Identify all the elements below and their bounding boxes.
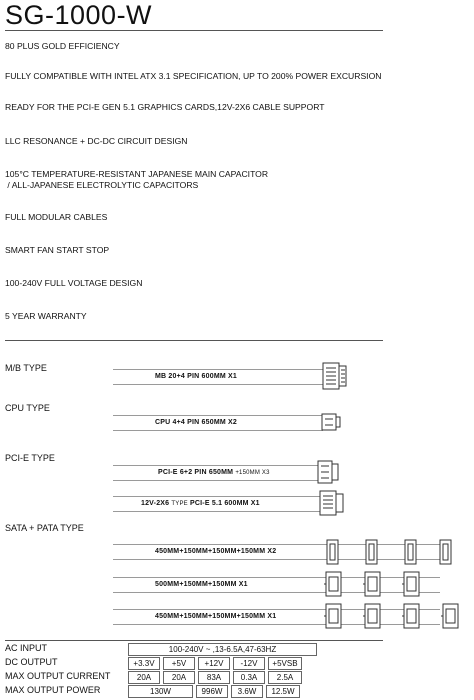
- pcie-cable-2: [113, 496, 320, 512]
- cpu-cable-label: CPU 4+4 PIN 650MM X2: [155, 419, 238, 426]
- 12v-2x6-connector-icon: [319, 490, 345, 516]
- pata-connector-icon: [401, 603, 423, 629]
- feature-item: 100-240V FULL VOLTAGE DESIGN: [5, 278, 143, 288]
- features-divider: [5, 340, 383, 341]
- feature-item: / ALL-JAPANESE ELECTROLYTIC CAPACITORS: [5, 180, 199, 190]
- pcie-cable-2-label: [141, 500, 260, 507]
- sata-cable-3-label: 450MM+150MM+150MM+150MM X1: [155, 613, 277, 620]
- feature-item: 80 PLUS GOLD EFFICIENCY: [5, 41, 120, 51]
- sata-cable-2: [113, 577, 440, 593]
- pata-connector-icon: [362, 603, 384, 629]
- dc-output-cell: +5VSB: [268, 657, 302, 670]
- feature-item: 105°C TEMPERATURE-RESISTANT JAPANESE MAIN CAPACITOR: [5, 169, 269, 179]
- pcie-cable-2-type: TYPE: [171, 501, 188, 507]
- feature-item: FULL MODULAR CABLES: [5, 212, 108, 222]
- sata-cable-3: [113, 609, 440, 625]
- power-cell: 3.6W: [231, 685, 263, 698]
- feature-item: LLC RESONANCE + DC-DC CIRCUIT DESIGN: [5, 136, 188, 146]
- current-cell: 0.3A: [233, 671, 265, 684]
- cpu-cable: [113, 415, 323, 431]
- sata-cable-1-label: 450MM+150MM+150MM+150MM X2: [155, 548, 277, 555]
- pcie-type-label: PCI-E TYPE: [5, 453, 55, 463]
- section-divider: [5, 640, 383, 641]
- dc-output-cell: +3.3V: [128, 657, 160, 670]
- sata-connector-icon: [325, 539, 341, 565]
- feature-item: FULLY COMPATIBLE WITH INTEL ATX 3.1 SPECIFICATION, UP TO 200% POWER EXCURSION: [5, 71, 382, 81]
- sata-connector-icon: [403, 539, 419, 565]
- mb-cable-label: MB 20+4 PIN 600MM X1: [155, 373, 238, 380]
- pcie-cable-1-label: [158, 469, 270, 476]
- dc-output-cell: +12V: [198, 657, 230, 670]
- pcie-cable-2-main-b: PCI-E 5.1 600MM X1: [187, 500, 260, 507]
- dc-output-cell: -12V: [233, 657, 265, 670]
- feature-item: SMART FAN START STOP: [5, 245, 110, 255]
- ac-input-value: 100-240V ~ ,13-6.5A,47-63HZ: [128, 643, 317, 656]
- max-output-current-row: [128, 671, 302, 684]
- pcie-connector-icon: [317, 460, 339, 484]
- pcie-cable-1-suffix: +150MM X3: [235, 470, 270, 476]
- power-cell: 12.5W: [266, 685, 300, 698]
- mb-type-label: M/B TYPE: [5, 363, 47, 373]
- max-output-power-label: MAX OUTPUT POWER: [5, 685, 101, 695]
- pcie-cable-2-main-a: 12V-2X6: [141, 500, 172, 507]
- current-cell: 20A: [163, 671, 195, 684]
- ac-input-label: AC INPUT: [5, 643, 48, 653]
- pata-connector-icon: [401, 571, 423, 597]
- pata-connector-icon: [323, 603, 345, 629]
- power-cell: 996W: [196, 685, 228, 698]
- pcie-cable-1-main: PCI-E 6+2 PIN 650MM: [158, 469, 236, 476]
- pcie-cable-1: [113, 465, 318, 481]
- feature-item: 5 YEAR WARRANTY: [5, 311, 87, 321]
- mb-connector-icon: [322, 362, 348, 390]
- cpu-connector-icon: [321, 413, 341, 431]
- current-cell: 20A: [128, 671, 160, 684]
- dc-output-row: [128, 657, 302, 670]
- title-divider: [5, 30, 383, 31]
- mb-cable: [113, 369, 323, 385]
- cpu-type-label: CPU TYPE: [5, 403, 50, 413]
- sata-cable-2-label: 500MM+150MM+150MM X1: [155, 581, 248, 588]
- product-title: SG-1000-W: [5, 0, 153, 30]
- dc-output-cell: +5V: [163, 657, 195, 670]
- max-output-power-row: [128, 685, 300, 698]
- pata-connector-icon: [323, 571, 345, 597]
- pata-connector-icon: [440, 603, 462, 629]
- dc-output-label: DC OUTPUT: [5, 657, 58, 667]
- sata-cable-1: [113, 544, 440, 560]
- sata-connector-icon: [438, 539, 454, 565]
- power-cell: 130W: [128, 685, 193, 698]
- ac-input-row: [128, 643, 317, 656]
- current-cell: 83A: [198, 671, 230, 684]
- feature-item: READY FOR THE PCI-E GEN 5.1 GRAPHICS CARDS,12V-2X6 CABLE SUPPORT: [5, 102, 325, 112]
- sata-type-label: SATA + PATA TYPE: [5, 523, 84, 533]
- sata-connector-icon: [364, 539, 380, 565]
- pata-connector-icon: [362, 571, 384, 597]
- max-output-current-label: MAX OUTPUT CURRENT: [5, 671, 111, 681]
- current-cell: 2.5A: [268, 671, 302, 684]
